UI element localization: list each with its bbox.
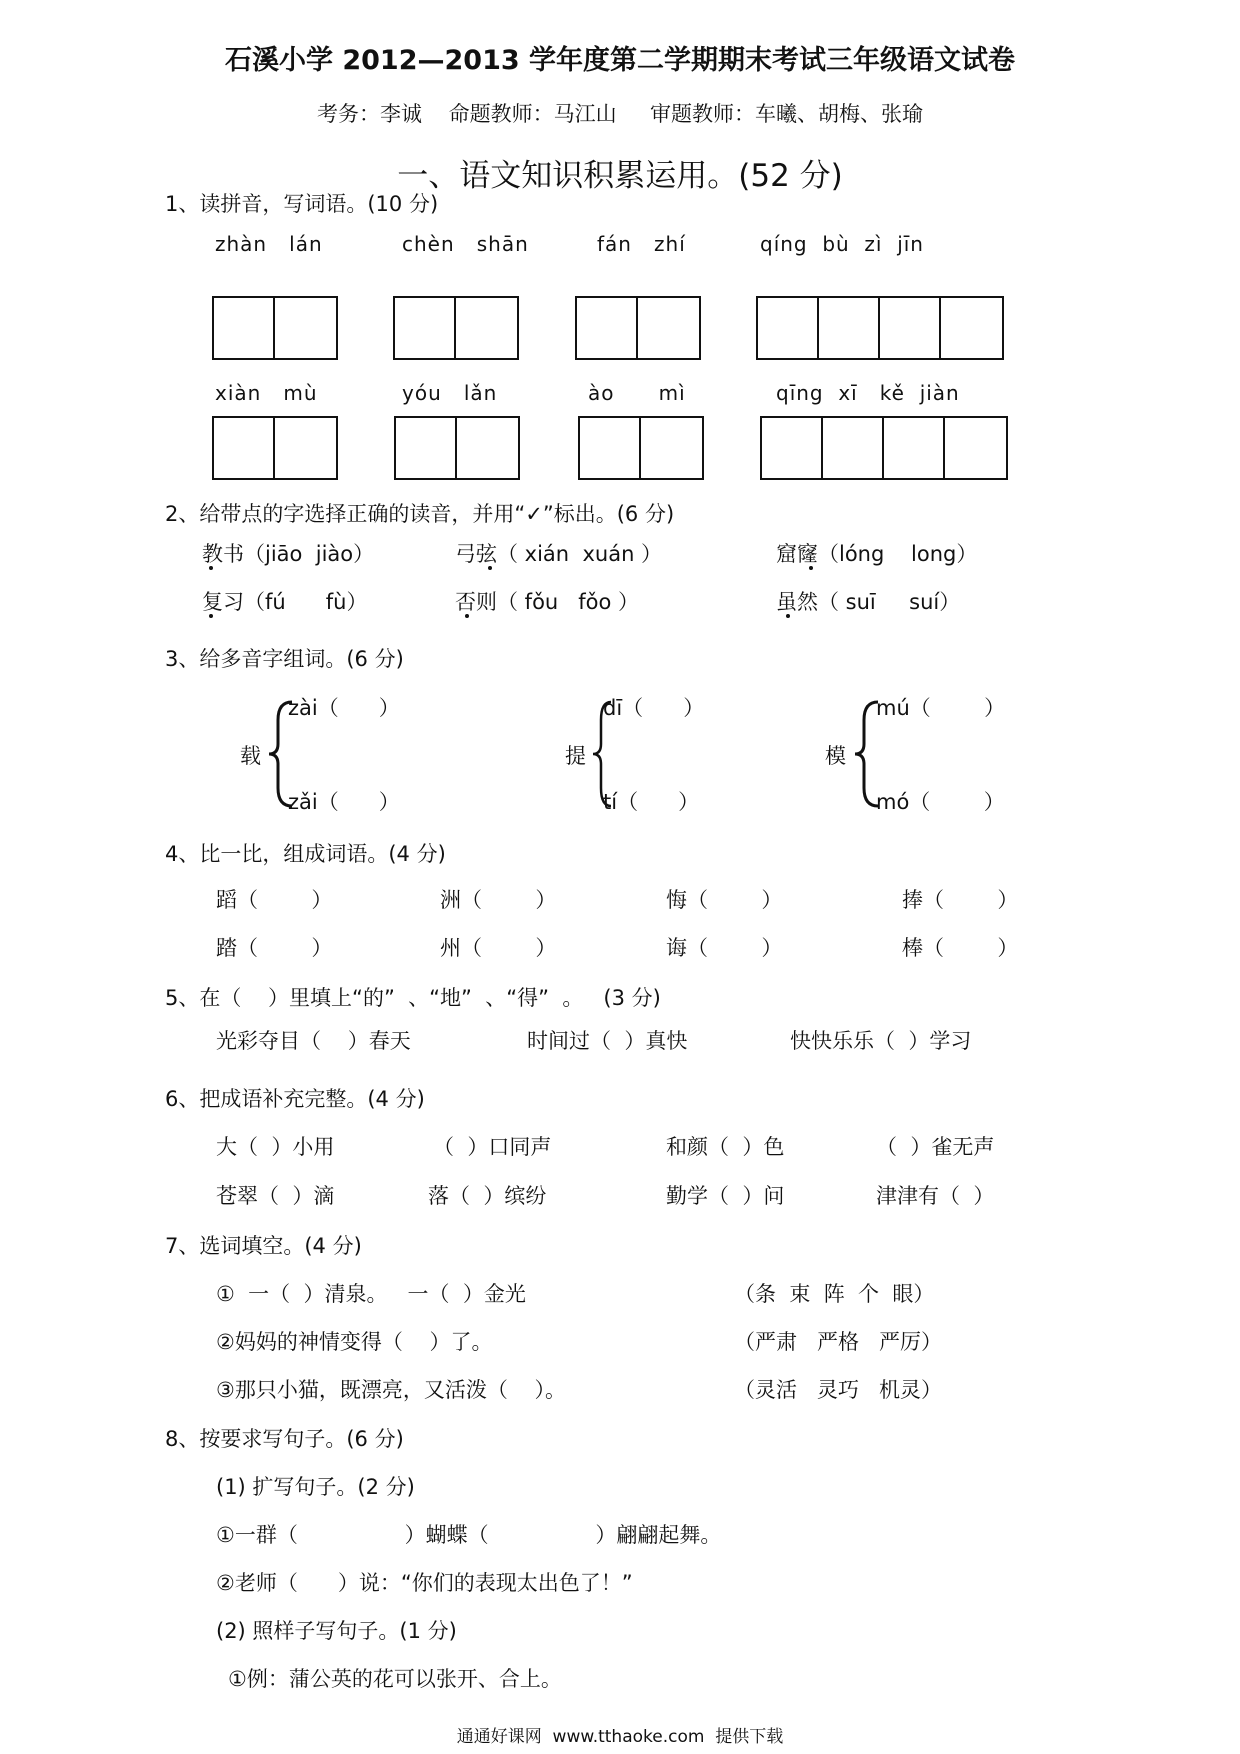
idiom-item[interactable]: 津津有（ ） <box>876 1184 995 1208</box>
word-choice-options: （严肃 严格 严厉） <box>734 1330 943 1354</box>
q8-subtitle: (1) 扩写句子。(2 分) <box>216 1475 415 1499</box>
q1-pinyin: chèn shān <box>402 232 529 256</box>
q1-answer-grid[interactable] <box>760 416 1008 480</box>
section-heading: 一、语文知识积累运用。(52 分) <box>397 158 843 194</box>
fill-item[interactable]: 时间过（ ）真快 <box>527 1029 688 1053</box>
fill-item[interactable]: 光彩夺目（ ）春天 <box>216 1029 411 1053</box>
q1-pinyin: xiàn mù <box>215 381 318 405</box>
compare-item[interactable]: 棒（ ） <box>902 936 1019 960</box>
q7-title: 7、选词填空。(4 分) <box>165 1234 362 1258</box>
q1-answer-grid[interactable] <box>212 296 338 360</box>
exam-staff: 考务：李诚 命题教师：马江山 审题教师：车曦、胡梅、张瑜 <box>316 102 924 126</box>
word-choice-options: （灵活 灵巧 机灵） <box>734 1378 943 1402</box>
q1-answer-grid[interactable] <box>575 296 701 360</box>
q1-pinyin: qíng bù zì jīn <box>760 232 924 256</box>
example-sentence: ①例：蒲公英的花可以张开、合上。 <box>228 1667 562 1691</box>
emphasis-dot <box>209 614 213 618</box>
footer-source: 通通好课网 www.tthaoke.com 提供下载 <box>456 1727 784 1747</box>
polyphone-reading[interactable]: mó（ ） <box>876 790 1005 814</box>
idiom-item[interactable]: 和颜（ ）色 <box>666 1135 785 1159</box>
word-choice-sentence[interactable]: ③那只小猫，既漂亮，又活泼（ ）。 <box>216 1378 567 1402</box>
compare-item[interactable]: 州（ ） <box>440 936 557 960</box>
emphasis-dot <box>786 614 790 618</box>
q6-title: 6、把成语补充完整。(4 分) <box>165 1087 425 1111</box>
q1-answer-grid[interactable] <box>756 296 1004 360</box>
q3-title: 3、给多音字组词。(6 分) <box>165 647 404 671</box>
idiom-item[interactable]: （ ）口同声 <box>433 1135 552 1159</box>
q8-subtitle: (2) 照样子写句子。(1 分) <box>216 1619 457 1643</box>
compare-item[interactable]: 踏（ ） <box>216 936 333 960</box>
polyphone-reading[interactable]: zǎi（ ） <box>288 790 400 814</box>
q1-answer-grid[interactable] <box>394 416 520 480</box>
word-choice-sentence[interactable]: ②妈妈的神情变得（ ）了。 <box>216 1330 493 1354</box>
q4-title: 4、比一比，组成词语。(4 分) <box>165 842 446 866</box>
idiom-item[interactable]: 苍翠（ ）滴 <box>216 1184 335 1208</box>
emphasis-dot <box>209 566 213 570</box>
polyphone-char: 提 <box>565 744 586 768</box>
compare-item[interactable]: 悔（ ） <box>666 888 783 912</box>
polyphone-reading[interactable]: mú（ ） <box>876 696 1006 720</box>
polyphone-char: 模 <box>825 744 846 768</box>
word-choice-options: （条 束 阵 个 眼） <box>734 1282 935 1306</box>
q1-answer-grid[interactable] <box>212 416 338 480</box>
q1-pinyin: yóu lǎn <box>402 381 498 405</box>
compare-item[interactable]: 洲（ ） <box>440 888 557 912</box>
emphasis-dot <box>488 566 492 570</box>
emphasis-dot <box>465 614 469 618</box>
q1-answer-grid[interactable] <box>393 296 519 360</box>
polyphone-char: 载 <box>240 744 261 768</box>
q2-item[interactable]: 虽然（ suī suí） <box>776 590 961 614</box>
q2-item[interactable]: 弓弦（ xián xuán ） <box>455 542 663 566</box>
polyphone-reading[interactable]: zài（ ） <box>288 696 400 720</box>
q1-pinyin: fán zhí <box>597 232 686 256</box>
q8-title: 8、按要求写句子。(6 分) <box>165 1427 404 1451</box>
q1-title: 1、读拼音，写词语。(10 分) <box>165 192 439 216</box>
idiom-item[interactable]: 大（ ）小用 <box>216 1135 335 1159</box>
idiom-item[interactable]: 落（ ）缤纷 <box>428 1184 547 1208</box>
compare-item[interactable]: 诲（ ） <box>666 936 783 960</box>
q2-title: 2、给带点的字选择正确的读音，并用“✓”标出。(6 分) <box>165 502 675 526</box>
q5-title: 5、在（ ）里填上“的” 、“地” 、“得” 。 (3 分) <box>165 986 661 1010</box>
polyphone-reading[interactable]: dī（ ） <box>603 696 705 720</box>
compare-item[interactable]: 蹈（ ） <box>216 888 333 912</box>
q2-item[interactable]: 否则（ fǒu fǒo ） <box>455 590 640 614</box>
word-choice-sentence[interactable]: ① 一（ ）清泉。 一（ ）金光 <box>216 1282 526 1306</box>
q1-pinyin: qīng xī kě jiàn <box>776 381 960 405</box>
compare-item[interactable]: 捧（ ） <box>902 888 1019 912</box>
q1-pinyin: ào mì <box>588 381 686 405</box>
q2-item[interactable]: 教书（jiāo jiào） <box>202 542 375 566</box>
emphasis-dot <box>809 566 813 570</box>
expand-sentence[interactable]: ②老师（ ）说：“你们的表现太出色了！” <box>216 1571 633 1595</box>
idiom-item[interactable]: 勤学（ ）问 <box>666 1184 785 1208</box>
q1-answer-grid[interactable] <box>578 416 704 480</box>
q2-item[interactable]: 复习（fú fù） <box>202 590 368 614</box>
q2-item[interactable]: 窟窿（lóng long） <box>776 542 978 566</box>
fill-item[interactable]: 快快乐乐（ ）学习 <box>790 1029 972 1053</box>
idiom-item[interactable]: （ ）雀无声 <box>876 1135 995 1159</box>
q1-pinyin: zhàn lán <box>215 232 323 256</box>
polyphone-reading[interactable]: tí（ ） <box>603 790 700 814</box>
expand-sentence[interactable]: ①一群（ ）蝴蝶（ ）翩翩起舞。 <box>216 1523 722 1547</box>
exam-title: 石溪小学 2012—2013 学年度第二学期期末考试三年级语文试卷 <box>224 45 1016 76</box>
